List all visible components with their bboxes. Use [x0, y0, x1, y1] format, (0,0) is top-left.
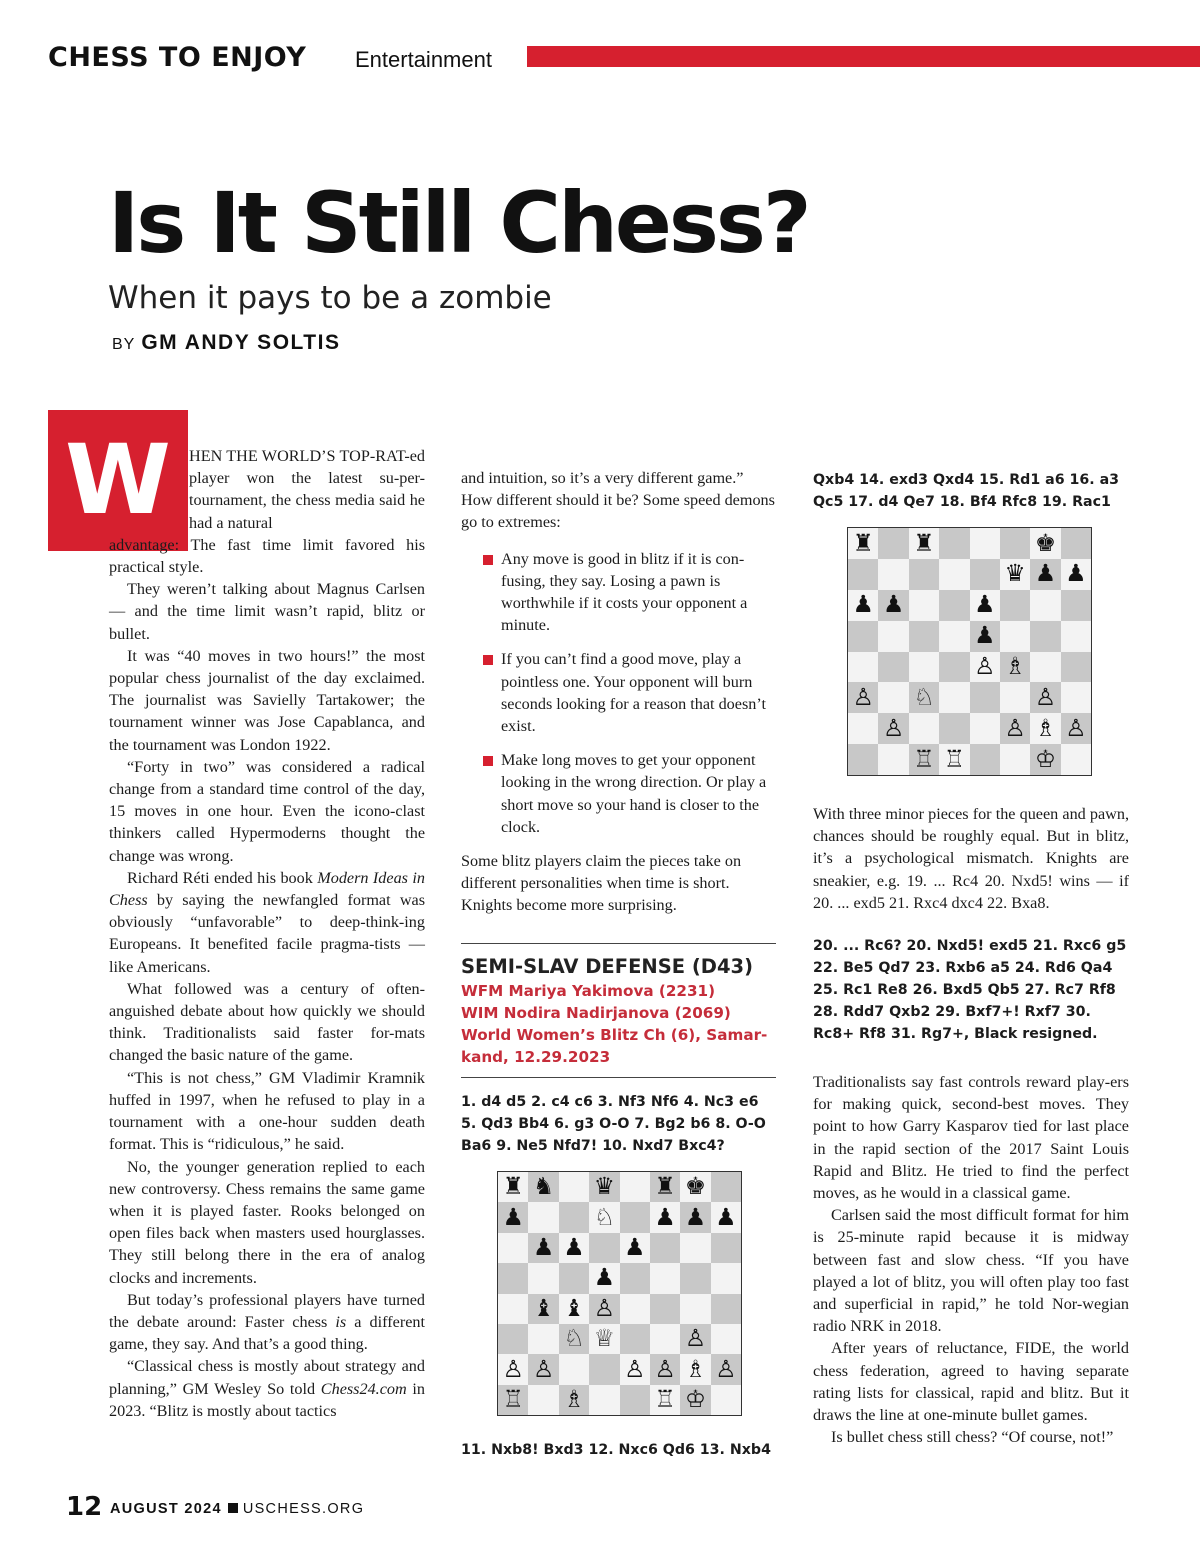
chess-piece-icon: ♙ — [852, 682, 874, 711]
board-square — [650, 1385, 680, 1415]
text-run: in 2023. “Blitz is mostly about tactics — [109, 1379, 425, 1420]
board-square — [650, 1233, 680, 1263]
board-square — [848, 713, 878, 744]
paragraph: Some blitz players claim the pieces take on different personalities when time is short. Knights become more surprising. — [461, 852, 742, 915]
chess-piece-icon: ♛ — [1004, 559, 1026, 588]
paragraph — [109, 1289, 425, 1356]
board-square — [1000, 590, 1030, 621]
board-square — [878, 713, 908, 744]
board-square — [1030, 682, 1060, 713]
board-square — [589, 1172, 619, 1202]
board-square — [1061, 652, 1091, 683]
author-name: GM ANDY SOLTIS — [141, 331, 341, 354]
board-square — [1030, 528, 1060, 559]
board-square — [589, 1385, 619, 1415]
board-square — [878, 559, 908, 590]
chess-piece-icon: ♙ — [882, 713, 905, 742]
chess-piece-icon: ♖ — [502, 1384, 524, 1413]
moves-1: 1. d4 d5 2. c4 c6 3. Nf3 Nf6 4. Nc3 e6 5. Qd3 Bb4 6. g3 O-O 7. Bg2 b6 8. O-O Ba6 9. Ne5 Nfd7! 10. Nxd7 Bxc4? — [461, 1094, 766, 1154]
chess-piece-icon: ♛ — [593, 1172, 615, 1201]
board-square — [498, 1202, 528, 1232]
bullet-square-icon — [483, 655, 493, 665]
paragraph: “This is not chess,” GM Vladimir Kramnik huffed in 1997, when he refused to play in a tournament with a one-hour sudden death format. This is “ridiculous,” he said. — [109, 1068, 425, 1154]
board-square — [878, 528, 908, 559]
chess-piece-icon: ♘ — [593, 1202, 615, 1231]
chess-piece-icon: ♟ — [563, 1233, 585, 1262]
board-square — [878, 652, 908, 683]
board-square — [589, 1294, 619, 1324]
byline — [112, 330, 340, 358]
chess-piece-icon: ♜ — [654, 1172, 676, 1201]
board-square — [909, 713, 939, 744]
site-link: USCHESS.ORG — [242, 1501, 365, 1517]
board-square — [1061, 621, 1091, 652]
chess-piece-icon: ♟ — [502, 1202, 524, 1231]
chess-piece-icon: ♙ — [654, 1354, 676, 1383]
chess-piece-icon: ♖ — [913, 744, 935, 773]
board-square — [711, 1324, 741, 1354]
intro-paragraph: HEN THE WORLD’S TOP-RAT-ed player won the latest su-per-tournament, the chess media said he had a natural — [189, 447, 425, 532]
board-square — [589, 1324, 619, 1354]
chess-piece-icon: ♙ — [532, 1354, 555, 1383]
column-1 — [109, 445, 425, 1422]
article-title: Is It Still Chess? — [108, 174, 809, 272]
board-square — [909, 528, 939, 559]
board-square — [939, 652, 969, 683]
column-2 — [461, 467, 776, 917]
list-item-text: Any move is good in blitz if it is con-fusing, they say. Losing a pawn is worthwhile if it costs your opponent a minute. — [501, 549, 748, 635]
board-square — [620, 1172, 650, 1202]
board-square — [939, 528, 969, 559]
board-square — [680, 1202, 710, 1232]
byline-prefix: BY — [112, 336, 136, 353]
board-square — [970, 559, 1000, 590]
paragraph: and intuition, so it’s a very different game.” How different should it be? Some speed demons go to extremes: — [461, 469, 775, 532]
paragraph: What followed was a century of often-anguished debate about how quickly we should think. Traditionalists said faster for-mats changed the basic nature of the game. — [109, 979, 425, 1065]
column-3-top — [813, 803, 1129, 914]
board-square — [498, 1233, 528, 1263]
board-square — [650, 1172, 680, 1202]
board-square — [559, 1385, 589, 1415]
board-square — [1000, 621, 1030, 652]
divider-top — [461, 943, 776, 944]
board-square — [1061, 528, 1091, 559]
column-3-bottom — [813, 1071, 1129, 1448]
chess-piece-icon: ♟ — [882, 590, 905, 619]
board-square — [1061, 744, 1091, 775]
board-square — [711, 1385, 741, 1415]
board-square — [589, 1233, 619, 1263]
board-square — [878, 744, 908, 775]
board-square — [620, 1385, 650, 1415]
game-opening: SEMI-SLAV DEFENSE (D43) — [461, 955, 754, 978]
moves-2: 11. Nxb8! Bxd3 12. Nxc6 Qd6 13. Nxb4 — [461, 1442, 771, 1458]
board-square — [620, 1233, 650, 1263]
paragraph: “Forty in two” was considered a radical change from a standard time control of the day, 15 moves in one hour. Even the icono-clast thinkers called Hypermoderns thought the change was wrong. — [109, 757, 425, 865]
moves-4: 20. ... Rc6? 20. Nxd5! exd5 21. Rxc6 g5 22. Be5 Qd7 23. Rxb6 a5 24. Rd6 Qa4 25. Rc1 Re8 26. Bxd5 Qb5 27. Rc7 Rf8 28. Rdd7 Qxb2 29. Bxf7+! Rxf7 30. Rc8+ Rf8 31. Rg7+, Black resigned. — [813, 938, 1127, 1042]
bullet-list — [461, 548, 776, 838]
paragraph: advantage: The fast time limit favored his practical style. — [109, 535, 425, 577]
board-square — [939, 621, 969, 652]
chess-piece-icon: ♞ — [532, 1172, 555, 1201]
board-square — [680, 1354, 710, 1384]
board-square — [711, 1263, 741, 1293]
board-square — [1061, 559, 1091, 590]
chess-piece-icon: ♙ — [1034, 682, 1057, 711]
board-square — [528, 1294, 558, 1324]
board-square — [909, 590, 939, 621]
board-square — [559, 1233, 589, 1263]
board-square — [620, 1294, 650, 1324]
paragraph: No, the younger generation replied to each new controversy. Chess remains the same game when it is played faster. Rooks belonged on open files back when masters used hourglasses. They still belong there in the era of analog clocks and increments. — [109, 1157, 425, 1287]
page-number: 12 — [66, 1492, 103, 1522]
paragraph — [109, 867, 425, 978]
bullet-square-icon — [483, 555, 493, 565]
chess-piece-icon: ♟ — [974, 621, 996, 650]
chess-piece-icon: ♙ — [502, 1354, 524, 1383]
divider-bottom — [461, 1077, 776, 1078]
chess-diagram-1 — [497, 1171, 742, 1416]
board-square — [939, 590, 969, 621]
chess-piece-icon: ♟ — [1065, 559, 1087, 588]
list-item — [461, 548, 776, 637]
chess-piece-icon: ♚ — [684, 1172, 707, 1201]
board-square — [970, 528, 1000, 559]
board-square — [1061, 682, 1091, 713]
board-square — [559, 1263, 589, 1293]
chess-piece-icon: ♝ — [563, 1293, 585, 1322]
board-square — [528, 1172, 558, 1202]
board-square — [1061, 713, 1091, 744]
separator-square-icon — [228, 1503, 238, 1513]
board-square — [680, 1385, 710, 1415]
paragraph: Carlsen said the most difficult format for him is 25-minute rapid because it is midway between fast and slow chess. “If you have played a lot of blitz, you will often play too fast and superficial in rapid,” he told Nor-wegian radio NRK in 2018. — [813, 1206, 1129, 1336]
text-run: by saying the newfangled format was obviously “unfavorable” to deep-think-ing Europeans. It benefited facile pragma-tists — like Americans. — [109, 891, 425, 976]
issue-date: AUGUST 2024 — [110, 1501, 222, 1517]
moves-3: Qxb4 14. exd3 Qxd4 15. Rd1 a6 16. a3 Qc5 17. d4 Qe7 18. Bf4 Rfc8 19. Rac1 — [813, 472, 1120, 510]
black-player: WIM Nodira Nadirjanova (2069) — [461, 1004, 731, 1022]
board-square — [589, 1263, 619, 1293]
board-square — [1000, 652, 1030, 683]
paragraph: Traditionalists say fast controls reward play-ers for making quick, second-best moves. They point to how Garry Kasparov tied for last place in the rapid section of the 2017 Saint Louis Rapid and Blitz. He tried to find the perfect moves, as he would in a classical game. — [813, 1073, 1129, 1203]
board-square — [559, 1202, 589, 1232]
chess-piece-icon: ♗ — [684, 1354, 707, 1383]
board-square — [650, 1324, 680, 1354]
board-square — [620, 1324, 650, 1354]
board-square — [680, 1233, 710, 1263]
chess-piece-icon: ♟ — [624, 1233, 646, 1262]
board-square — [1030, 744, 1060, 775]
board-square — [650, 1202, 680, 1232]
board-square — [680, 1263, 710, 1293]
board-square — [1030, 590, 1060, 621]
board-square — [559, 1294, 589, 1324]
paragraph: It was “40 moves in two hours!” the most popular chess journalist of the day exclaimed. The journalist was Savielly Tartakower; the tournament winner was Jose Capablanca, and the tournament was London 1922. — [109, 646, 425, 754]
chess-piece-icon: ♔ — [1034, 744, 1057, 773]
paragraph: With three minor pieces for the queen and pawn, chances should be roughly equal. But in blitz, it’s a psychological mismatch. Knights are sneakier, e.g. 19. ... Rc4 20. Nxd5! wins — if 20. ... exd5 21. Rxc4 dxc4 22. Bxa8. — [813, 805, 1129, 912]
board-square — [970, 590, 1000, 621]
chess-piece-icon: ♚ — [1034, 528, 1057, 557]
board-square — [939, 713, 969, 744]
board-square — [528, 1324, 558, 1354]
footer — [110, 1499, 364, 1519]
board-square — [680, 1172, 710, 1202]
board-square — [909, 744, 939, 775]
bullet-square-icon — [483, 756, 493, 766]
chess-piece-icon: ♗ — [1034, 713, 1057, 742]
board-square — [711, 1172, 741, 1202]
board-square — [909, 621, 939, 652]
board-square — [848, 559, 878, 590]
board-square — [1000, 744, 1030, 775]
board-square — [1030, 559, 1060, 590]
board-square — [909, 652, 939, 683]
chess-piece-icon: ♙ — [684, 1324, 707, 1353]
board-square — [1000, 682, 1030, 713]
board-square — [620, 1202, 650, 1232]
text-run: Richard Réti ended his book — [127, 868, 318, 887]
board-square — [498, 1172, 528, 1202]
board-square — [711, 1294, 741, 1324]
chess-piece-icon: ♟ — [1034, 559, 1057, 588]
paragraph: After years of reluctance, FIDE, the world chess federation, agreed to having separate rating lists for classical, rapid and blitz. But it draws the line at one-minute bullet games. — [813, 1339, 1129, 1425]
board-square — [559, 1172, 589, 1202]
board-square — [650, 1294, 680, 1324]
chess-diagram-2 — [847, 527, 1092, 776]
board-square — [528, 1233, 558, 1263]
source-name: Chess24.com — [320, 1379, 407, 1398]
board-square — [711, 1233, 741, 1263]
board-square — [1030, 713, 1060, 744]
chess-piece-icon: ♟ — [532, 1233, 555, 1262]
header-accent-bar — [527, 46, 1200, 67]
board-square — [970, 744, 1000, 775]
board-square — [970, 682, 1000, 713]
text-run: But today’s professional players have turned the debate around: Faster chess — [109, 1290, 425, 1331]
board-square — [620, 1354, 650, 1384]
board-square — [559, 1354, 589, 1384]
emphasis: is — [335, 1312, 347, 1331]
board-square — [589, 1354, 619, 1384]
chess-piece-icon: ♘ — [913, 682, 935, 711]
board-square — [939, 744, 969, 775]
board-square — [878, 621, 908, 652]
paragraph: They weren’t talking about Magnus Carlsen — and the time limit wasn’t rapid, blitz or bullet. — [109, 580, 425, 643]
book-title: Modern Ideas in Chess — [109, 868, 425, 910]
board-square — [878, 682, 908, 713]
board-square — [970, 652, 1000, 683]
board-square — [589, 1202, 619, 1232]
board-square — [498, 1324, 528, 1354]
section-label: CHESS TO ENJOY — [48, 42, 307, 73]
text-run: “Classical chess is mostly about strategy and planning,” GM Wesley So told — [109, 1357, 425, 1398]
board-square — [498, 1294, 528, 1324]
game-event: World Women’s Blitz Ch (6), Samar-kand, 12.29.2023 — [461, 1026, 768, 1066]
board-square — [650, 1263, 680, 1293]
chess-piece-icon: ♖ — [654, 1384, 676, 1413]
board-square — [680, 1294, 710, 1324]
board-square — [909, 682, 939, 713]
chess-piece-icon: ♟ — [593, 1263, 615, 1292]
board-square — [559, 1324, 589, 1354]
board-square — [528, 1354, 558, 1384]
chess-piece-icon: ♜ — [852, 528, 874, 557]
chess-piece-icon: ♙ — [974, 652, 996, 681]
board-square — [848, 682, 878, 713]
list-item — [461, 648, 776, 737]
board-square — [909, 559, 939, 590]
board-square — [650, 1354, 680, 1384]
category-label: Entertainment — [355, 47, 492, 72]
chess-piece-icon: ♙ — [624, 1354, 646, 1383]
board-square — [498, 1385, 528, 1415]
board-square — [1000, 559, 1030, 590]
board-square — [680, 1324, 710, 1354]
chess-piece-icon: ♕ — [593, 1324, 615, 1353]
board-square — [848, 652, 878, 683]
board-square — [939, 682, 969, 713]
board-square — [620, 1263, 650, 1293]
board-square — [848, 621, 878, 652]
board-square — [1030, 652, 1060, 683]
chess-piece-icon: ♜ — [913, 528, 935, 557]
chess-piece-icon: ♗ — [563, 1384, 585, 1413]
chess-piece-icon: ♙ — [715, 1354, 737, 1383]
board-square — [970, 713, 1000, 744]
game-info — [461, 980, 771, 1068]
chess-piece-icon: ♙ — [1065, 713, 1087, 742]
board-square — [1030, 621, 1060, 652]
chess-piece-icon: ♜ — [502, 1172, 524, 1201]
board-square — [939, 559, 969, 590]
board-square — [878, 590, 908, 621]
board-square — [1061, 590, 1091, 621]
list-item-text: If you can’t find a good move, play a pointless one. Your opponent will burn seconds looking for a reason that doesn’t exist. — [501, 650, 766, 736]
chess-piece-icon: ♟ — [654, 1202, 676, 1231]
chess-piece-icon: ♖ — [943, 744, 965, 773]
board-square — [1000, 713, 1030, 744]
chess-piece-icon: ♗ — [1004, 652, 1026, 681]
chess-piece-icon: ♟ — [852, 590, 874, 619]
chess-piece-icon: ♔ — [684, 1384, 707, 1413]
chess-piece-icon: ♟ — [684, 1202, 707, 1231]
white-player: WFM Mariya Yakimova (2231) — [461, 982, 716, 1000]
board-square — [848, 590, 878, 621]
list-item — [461, 749, 776, 838]
board-square — [528, 1263, 558, 1293]
board-square — [528, 1385, 558, 1415]
chess-piece-icon: ♙ — [593, 1293, 615, 1322]
board-square — [498, 1263, 528, 1293]
paragraph: Is bullet chess still chess? “Of course, not!” — [831, 1428, 1114, 1447]
chess-piece-icon: ♟ — [974, 590, 996, 619]
chess-piece-icon: ♙ — [1004, 713, 1026, 742]
list-item-text: Make long moves to get your opponent looking in the wrong direction. Or play a short move so your hand is closer to the clock. — [501, 751, 767, 836]
chess-piece-icon: ♝ — [532, 1293, 555, 1322]
drop-cap: W — [48, 410, 188, 551]
chess-piece-icon: ♟ — [715, 1202, 737, 1231]
board-square — [1000, 528, 1030, 559]
board-square — [970, 621, 1000, 652]
board-square — [848, 744, 878, 775]
board-square — [848, 528, 878, 559]
paragraph — [109, 1355, 425, 1422]
board-square — [498, 1354, 528, 1384]
board-square — [711, 1202, 741, 1232]
text-run: a different game, they say. And that’s a good thing. — [109, 1312, 425, 1354]
article-subtitle: When it pays to be a zombie — [108, 280, 552, 316]
board-square — [528, 1202, 558, 1232]
chess-piece-icon: ♘ — [563, 1324, 585, 1353]
board-square — [711, 1354, 741, 1384]
